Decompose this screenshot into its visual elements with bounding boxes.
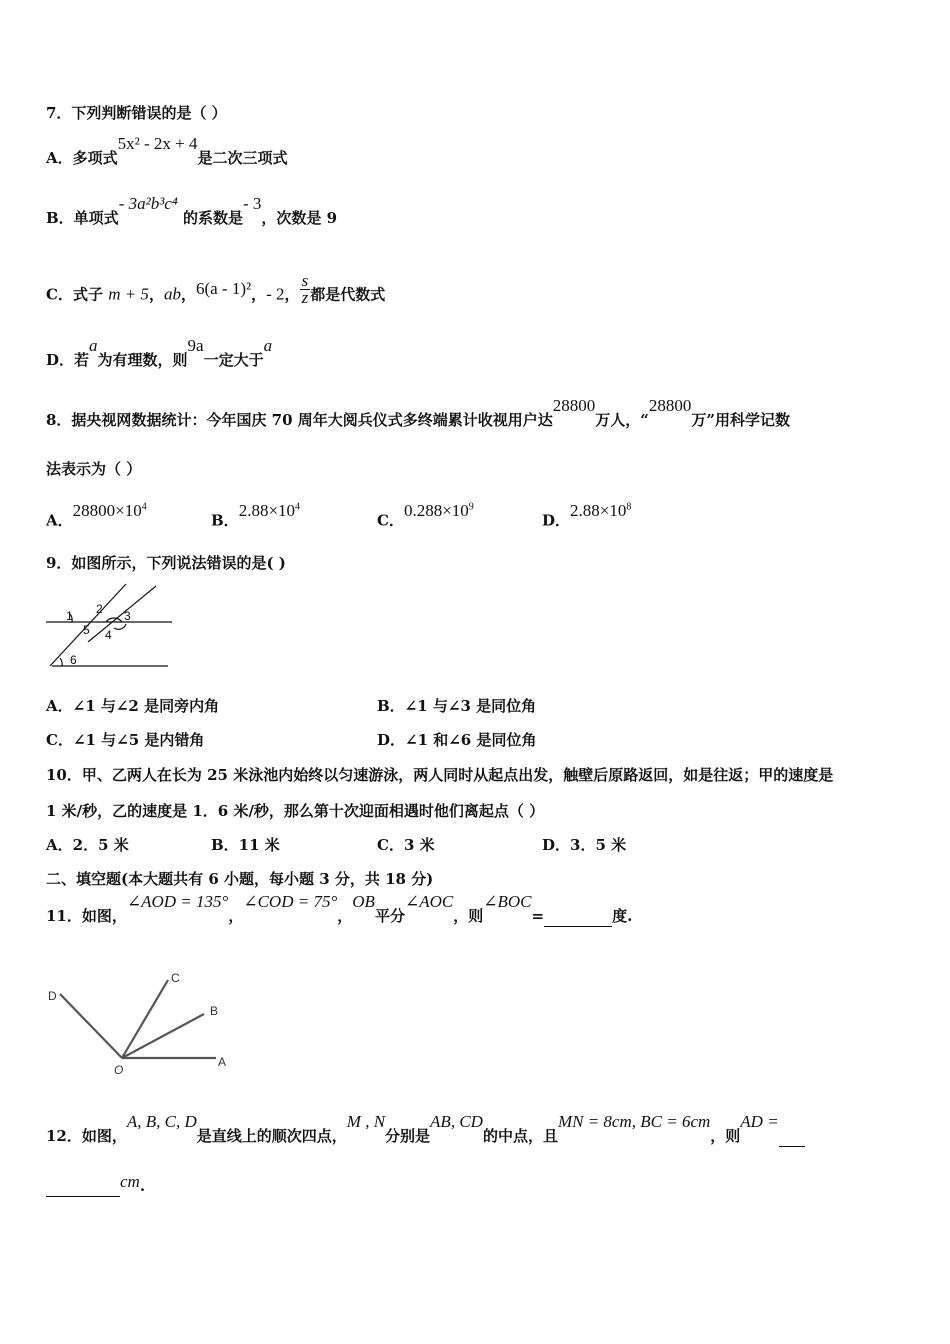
q10-stem-line2: 1 米/秒，乙的速度是 1．6 米/秒，那么第十次迎面相遇时他们离起点（ ） — [46, 802, 545, 820]
q12-stem: 12．如图，A, B, C, D是直线上的顺次四点，M , N分别是AB, CD的中点，且MN = 8cm, BC = 6cm，则AD = — [46, 1126, 805, 1147]
fig-label-o: O — [114, 1063, 124, 1077]
q12-answer-blank-start[interactable] — [779, 1126, 805, 1147]
fig-label-a: A — [218, 1055, 227, 1069]
q11-answer-blank[interactable] — [544, 906, 612, 927]
fig-label-d: D — [48, 989, 57, 1003]
fig-label-4: 4 — [105, 628, 112, 642]
q11-angle-aod: ∠AOD = 135° — [126, 892, 229, 911]
q9-option-a: A．∠1 与∠2 是同旁内角 — [46, 697, 220, 715]
q7a-expr: 5x² - 2x + 4 — [117, 134, 198, 153]
fig-label-5: 5 — [83, 623, 90, 637]
angle-4-arc — [114, 624, 126, 629]
q7-option-b: B．单项式- 3a²b³c⁴ 的系数是- 3，次数是 9 — [46, 194, 338, 227]
section-2-heading: 二、填空题(本大题共有 6 小题，每小题 3 分，共 18 分) — [46, 870, 434, 888]
q7b-expr: - 3a²b³c⁴ — [118, 194, 178, 213]
fig-label-2: 2 — [96, 602, 103, 616]
q9-option-b: B．∠1 与∠3 是同位角 — [377, 697, 537, 715]
q10-stem-line1: 10．甲、乙两人在长为 25 米泳池内始终以匀速游泳，两人同时从起点出发，触壁后原路返回，如是往返；甲的速度是 — [46, 766, 834, 784]
q12-answer-blank[interactable] — [46, 1176, 120, 1197]
q7-stem: 7．下列判断错误的是（ ） — [46, 104, 227, 122]
q8-option-b: B．$2.88\times 10^4$ — [211, 500, 301, 530]
q8-stem: 8．据央视网数据统计：今年国庆 70 周年大阅兵仪式多终端累计收视用户达28800万人，“28800万”用科学记数 — [46, 396, 791, 429]
ray-od — [60, 994, 122, 1058]
q10-option-d: D．3．5 米 — [542, 836, 627, 854]
q7-option-c: C．式子 m + 5，ab，6(a - 1)²，- 2， $\frac{s}{z}$ 都是代数式 — [46, 271, 386, 307]
q9-stem: 9．如图所示，下列说法错误的是( ) — [46, 554, 286, 572]
q9-figure — [44, 580, 176, 672]
fig-label-3: 3 — [124, 609, 131, 623]
fig-label-6: 6 — [70, 653, 77, 667]
q8-option-c: C．$0.288\times 10^9$ — [377, 500, 474, 530]
q10-option-a: A．2．5 米 — [46, 836, 129, 854]
q11-figure — [44, 966, 240, 1078]
fig-label-b: B — [210, 1004, 219, 1018]
q10-option-b: B．11 米 — [211, 836, 280, 854]
q8-option-a: A．$28800\times 10^4$ — [46, 500, 147, 530]
angle-6-arc — [60, 658, 62, 666]
fig-label-c: C — [171, 971, 180, 985]
q10-option-c: C．3 米 — [377, 836, 435, 854]
q8-stem-cont: 法表示为（ ） — [46, 460, 142, 478]
q7-option-a: A．多项式5x² - 2x + 4是二次三项式 — [46, 134, 288, 167]
q7c-fraction: $\frac{s}{z}$ — [301, 271, 309, 307]
q9-option-c: C．∠1 与∠5 是内错角 — [46, 731, 205, 749]
q7b-coef: - 3 — [243, 194, 262, 213]
q8-option-d: D．$2.88\times 10^8$ — [542, 500, 632, 530]
q11-stem: 11．如图，∠AOD = 135°，∠COD = 75°，OB平分∠AOC，则∠BOC= 度. — [46, 892, 633, 925]
q9-option-d: D．∠1 和∠6 是同位角 — [377, 731, 537, 749]
q12-stem-cont: cm. — [46, 1176, 145, 1197]
fig-label-1: 1 — [66, 609, 73, 623]
q11-angle-cod: ∠COD = 75° — [243, 892, 338, 911]
q7-option-d: D．若a为有理数，则9a一定大于a — [46, 336, 273, 369]
